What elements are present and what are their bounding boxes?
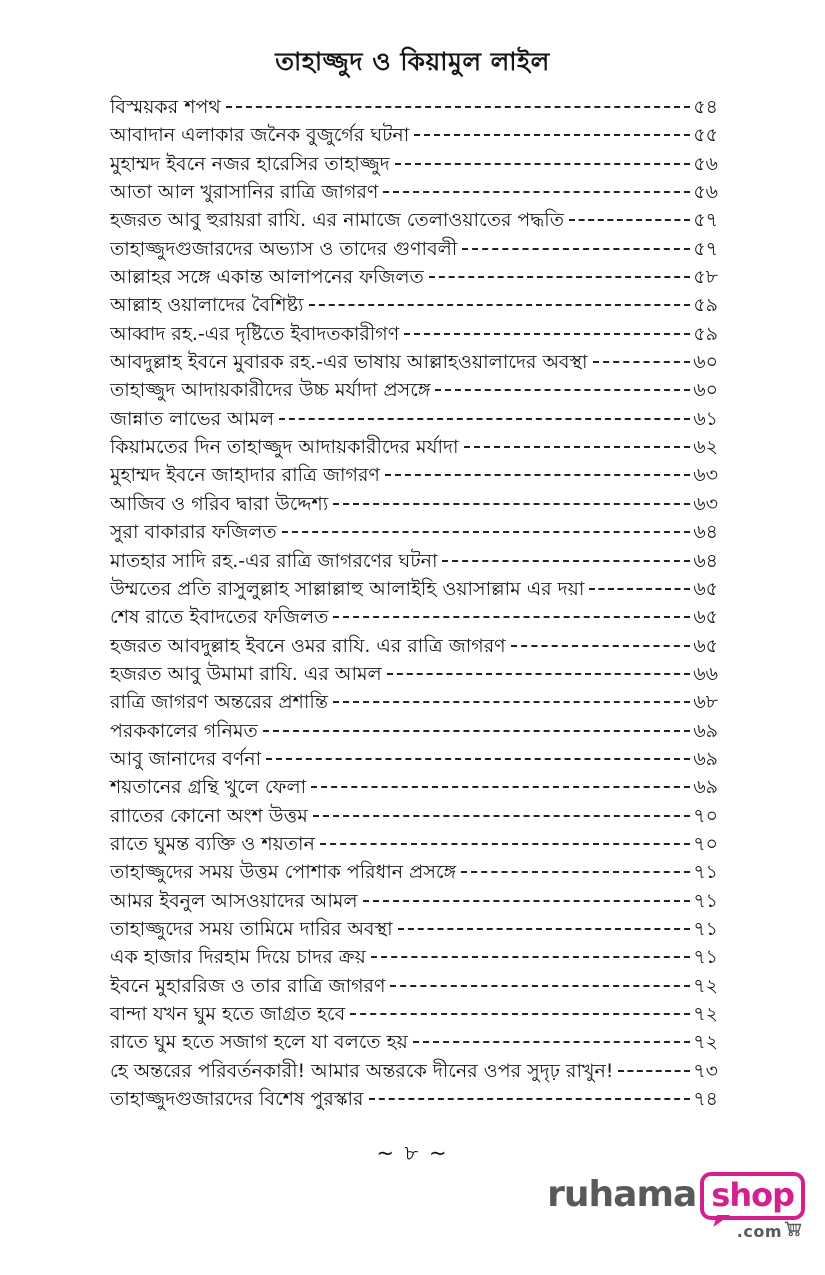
toc-entry: [110, 405, 718, 433]
toc-entry: [110, 717, 718, 745]
toc-leader-line: [333, 503, 690, 505]
toc-page-number: ৭১: [693, 889, 718, 912]
toc-entry-title: রাত্রি জাগরণ অন্তরের প্রশান্তি: [110, 691, 328, 714]
toc-entry: [110, 575, 718, 603]
toc-entry: [110, 121, 718, 149]
toc-entry: [110, 603, 718, 631]
toc-leader-line: [387, 673, 691, 675]
toc-leader-line: [589, 588, 690, 590]
toc-page-number: ৬৫: [693, 606, 718, 629]
toc-entry-title: আবদুল্লাহ ইবনে মুবারক রহ.-এর ভাষায় আল্লাহওয়ালাদের অবস্থা: [110, 351, 588, 374]
toc-page-number: ৭০: [693, 804, 718, 827]
toc-leader-line: [266, 758, 690, 760]
toc-entry: [110, 376, 718, 404]
toc-entry-title: হে অন্তরের পরিবর্তনকারী! আমার অন্তরকে দীনের ওপর সুদৃঢ় রাখুন!: [110, 1059, 614, 1082]
toc-leader-line: [395, 163, 691, 165]
toc-entry-title: জান্নাত লাভের আমল: [110, 407, 274, 430]
toc-entry-title: আবাদান এলাকার জনৈক বুজুর্গের ঘটনা: [110, 124, 410, 147]
toc-leader-line: [369, 1098, 691, 1100]
toc-entry: [110, 887, 718, 915]
toc-leader-line: [462, 248, 690, 250]
logo-text-ruhama: ruhama: [547, 1174, 697, 1215]
toc-leader-line: [383, 191, 690, 193]
toc-entry: [110, 178, 718, 206]
toc-page-number: ৫৭: [693, 209, 718, 232]
toc-entry-title: শয়তানের গ্রন্থি খুলে ফেলা: [110, 776, 307, 799]
toc-entry-title: আব্বাদ রহ.-এর দৃষ্টিতে ইবাদতকারীগণ: [110, 322, 400, 345]
toc-entry-title: পরককালের গনিমত: [110, 719, 258, 742]
toc-entry-title: বান্দা যখন ঘুম হতে জাগ্রত হবে: [110, 1003, 346, 1025]
toc-entry: [110, 461, 718, 489]
toc-entry-title: রাাতের কোনো অংশ উত্তম: [110, 804, 308, 827]
toc-page-number: ৫৯: [693, 294, 718, 317]
toc-entry: [110, 235, 718, 263]
toc-page-number: ৫৫: [693, 124, 718, 147]
toc-entry: [110, 1028, 718, 1056]
toc-leader-line: [511, 645, 691, 647]
toc-leader-line: [311, 786, 690, 788]
logo-right-block: [700, 1172, 805, 1241]
toc-page-number: ৬৪: [693, 549, 718, 572]
toc-entry-title: হজরত আবু হুরায়রা রাযি. এর নামাজে তেলাওয়াতের পদ্ধতি: [110, 209, 564, 232]
toc-entry: [110, 206, 718, 234]
toc-leader-line: [414, 134, 690, 136]
toc-entry: [110, 1057, 718, 1085]
toc-entry-title: আজিব ও গরিব দ্বারা উদ্দেশ্য: [110, 492, 329, 515]
toc-page-number: ৬০: [693, 379, 718, 402]
toc-entry: [110, 150, 718, 178]
toc-leader-line: [350, 1013, 690, 1015]
toc-entry: [110, 348, 718, 376]
toc-page-number: ৬১: [693, 407, 718, 430]
toc-leader-line: [618, 1070, 690, 1072]
toc-page-number: ৭৩: [693, 1059, 718, 1082]
toc-entry-title: রাতে ঘুম হতে সজাগ হলে যা বলতে হয়: [110, 1031, 408, 1054]
toc-entry: [110, 433, 718, 461]
toc-leader-line: [313, 815, 691, 817]
toc-page-number: ৫৬: [693, 181, 718, 204]
logo-domain-row: [737, 1221, 803, 1241]
toc-entry: [110, 632, 718, 660]
toc-entry-title: তাহাজ্জুদ আদায়কারীদের উচ্চ মর্যাদা প্রসঙ্গে: [110, 379, 431, 402]
logo-speech-bubble: [700, 1172, 805, 1220]
toc-entry-title: বিস্ময়কর শপথ: [110, 96, 221, 118]
toc-page-number: ৬০: [693, 351, 718, 374]
toc-leader-line: [333, 701, 690, 703]
toc-entry-title: তাহাজ্জুদগুজারদের অভ্যাস ও তাদের গুণাবলী: [110, 237, 458, 260]
toc-leader-line: [461, 871, 690, 873]
toc-page-number: ৬৯: [693, 776, 718, 799]
toc-entry: [110, 830, 718, 858]
ruhamashop-logo: [547, 1172, 805, 1241]
toc-leader-line: [309, 304, 691, 306]
toc-entry: [110, 93, 718, 121]
toc-entry: [110, 660, 718, 688]
toc-entry: [110, 1000, 718, 1028]
toc-page-number: ৭৪: [693, 1088, 718, 1111]
toc-page-number: ৭২: [693, 1003, 718, 1025]
toc-entry: [110, 773, 718, 801]
toc-entry: [110, 263, 718, 291]
shopping-cart-icon: [784, 1221, 803, 1241]
toc-entry-title: তাহাজ্জুদের সময় উত্তম পোশাক পরিধান প্রসঙ্গে: [110, 861, 457, 884]
toc-page-number: ৬৩: [693, 464, 718, 487]
toc-page-number: ৭২: [693, 1031, 718, 1054]
toc-page-number: ৬৪: [693, 521, 718, 544]
toc-entry-title: মুহাম্মদ ইবনে জাহাদার রাত্রি জাগরণ: [110, 464, 380, 487]
toc-entry: [110, 858, 718, 886]
toc-entry: [110, 802, 718, 830]
toc-entry: [110, 688, 718, 716]
toc-page-number: ৬৬: [693, 662, 718, 685]
toc-entry: [110, 1085, 718, 1113]
toc-page-number: ৬৫: [693, 577, 718, 600]
toc-leader-line: [593, 361, 691, 363]
toc-entry-title: শেষ রাতে ইবাদতের ফজিলত: [110, 606, 329, 629]
toc-page-number: ৬৩: [693, 492, 718, 515]
toc-entry-title: তাহাজ্জুদগুজারদের বিশেষ পুরস্কার: [110, 1088, 364, 1111]
toc-page-number: ৭১: [693, 917, 718, 940]
toc-leader-line: [371, 956, 690, 958]
toc-entry-title: কিয়ামতের দিন তাহাজ্জুদ আদায়কারীদের মর্যাদা: [110, 436, 459, 459]
toc-entry-title: হজরত আবু উমামা রাযি. এর আমল: [110, 662, 382, 685]
toc-entry: [110, 320, 718, 348]
toc-entry: [110, 518, 718, 546]
toc-leader-line: [435, 389, 690, 391]
toc-entry-title: উম্মতের প্রতি রাসুলুল্লাহ সাল্লাল্লাহু আলাইহি ওয়াসাল্লাম এর দয়া: [110, 577, 585, 600]
toc-entry-title: আমর ইবনুল আসওয়াদের আমল: [110, 889, 358, 912]
toc-leader-line: [320, 843, 690, 845]
toc-entry-title: মাতহার সাদি রহ.-এর রাত্রি জাগরণের ঘটনা: [110, 549, 438, 572]
logo-text-shop: shop: [711, 1176, 794, 1214]
toc-leader-line: [333, 616, 690, 618]
toc-leader-line: [398, 928, 691, 930]
toc-entry-title: তাহাজ্জুদের সময় তামিমে দারির অবস্থা: [110, 917, 393, 940]
toc-entry-title: সুরা বাকারার ফজিলত: [110, 521, 277, 544]
toc-entry-title: মুহাম্মদ ইবনে নজর হারেসির তাহাজ্জুদ: [110, 152, 390, 175]
speech-bubble-tail: [713, 1215, 730, 1227]
toc-page-number: ৬৮: [693, 691, 718, 714]
toc-entry: [110, 291, 718, 319]
toc-entry: [110, 490, 718, 518]
toc-entry: [110, 745, 718, 773]
toc-leader-line: [429, 276, 691, 278]
page-title: তাহাজ্জুদ ও কিয়ামুল লাইল: [275, 47, 550, 76]
footer-page-number: ~ ৮ ~: [376, 1141, 449, 1166]
toc-entry: [110, 972, 718, 1000]
toc-page-number: ৫৭: [693, 237, 718, 260]
toc-page-number: ৫৮: [693, 266, 718, 289]
logo-text-domain: .com: [736, 1221, 782, 1241]
toc-entry-title: এক হাজার দিরহাম দিয়ে চাদর ক্রয়: [110, 946, 366, 969]
toc-page-number: ৫৬: [693, 152, 718, 175]
toc-entry-title: আল্লাহ ওয়ালাদের বৈশিষ্ট্য: [110, 294, 304, 317]
toc-page-number: ৭১: [693, 946, 718, 969]
toc-leader-line: [442, 560, 690, 562]
toc-entry-title: ইবনে মুহাররিজ ও তার রাত্রি জাগরণ: [110, 974, 386, 997]
toc-leader-line: [263, 730, 691, 732]
toc-entry: [110, 547, 718, 575]
toc-page-number: ৫৪: [693, 96, 718, 118]
toc-page-number: ৬২: [693, 436, 718, 459]
toc-leader-line: [464, 446, 691, 448]
toc-entry-title: আবু জানাদের বর্ণনা: [110, 747, 262, 770]
toc-entry: [110, 943, 718, 971]
toc-leader-line: [282, 531, 691, 533]
toc-page-number: ৬৯: [693, 747, 718, 770]
toc-leader-line: [385, 474, 690, 476]
toc-page-number: ৬৫: [693, 634, 718, 657]
toc-entry-title: রাতে ঘুমন্ত ব্যক্তি ও শয়তান: [110, 832, 315, 855]
toc-page-number: ৬৯: [693, 719, 718, 742]
toc-leader-line: [390, 985, 690, 987]
toc-leader-line: [413, 1041, 690, 1043]
toc-page-number: ৭০: [693, 832, 718, 855]
toc-page-number: ৫৯: [693, 322, 718, 345]
toc-leader-line: [363, 900, 691, 902]
toc-page-number: ৭১: [693, 861, 718, 884]
toc-leader-line: [226, 106, 691, 108]
toc-leader-line: [569, 219, 690, 221]
toc-entry-title: হজরত আবদুল্লাহ ইবনে ওমর রাযি. এর রাত্রি জাগরণ: [110, 634, 506, 657]
toc-page-number: ৭২: [693, 974, 718, 997]
toc-entry-title: আল্লাহর সঙ্গে একান্ত আলাপনের ফজিলত: [110, 266, 424, 289]
toc-leader-line: [279, 418, 690, 420]
toc-entry-title: আতা আল খুরাসানির রাত্রি জাগরণ: [110, 181, 379, 204]
toc-list: [110, 93, 718, 1113]
toc-entry: [110, 915, 718, 943]
toc-leader-line: [404, 333, 690, 335]
